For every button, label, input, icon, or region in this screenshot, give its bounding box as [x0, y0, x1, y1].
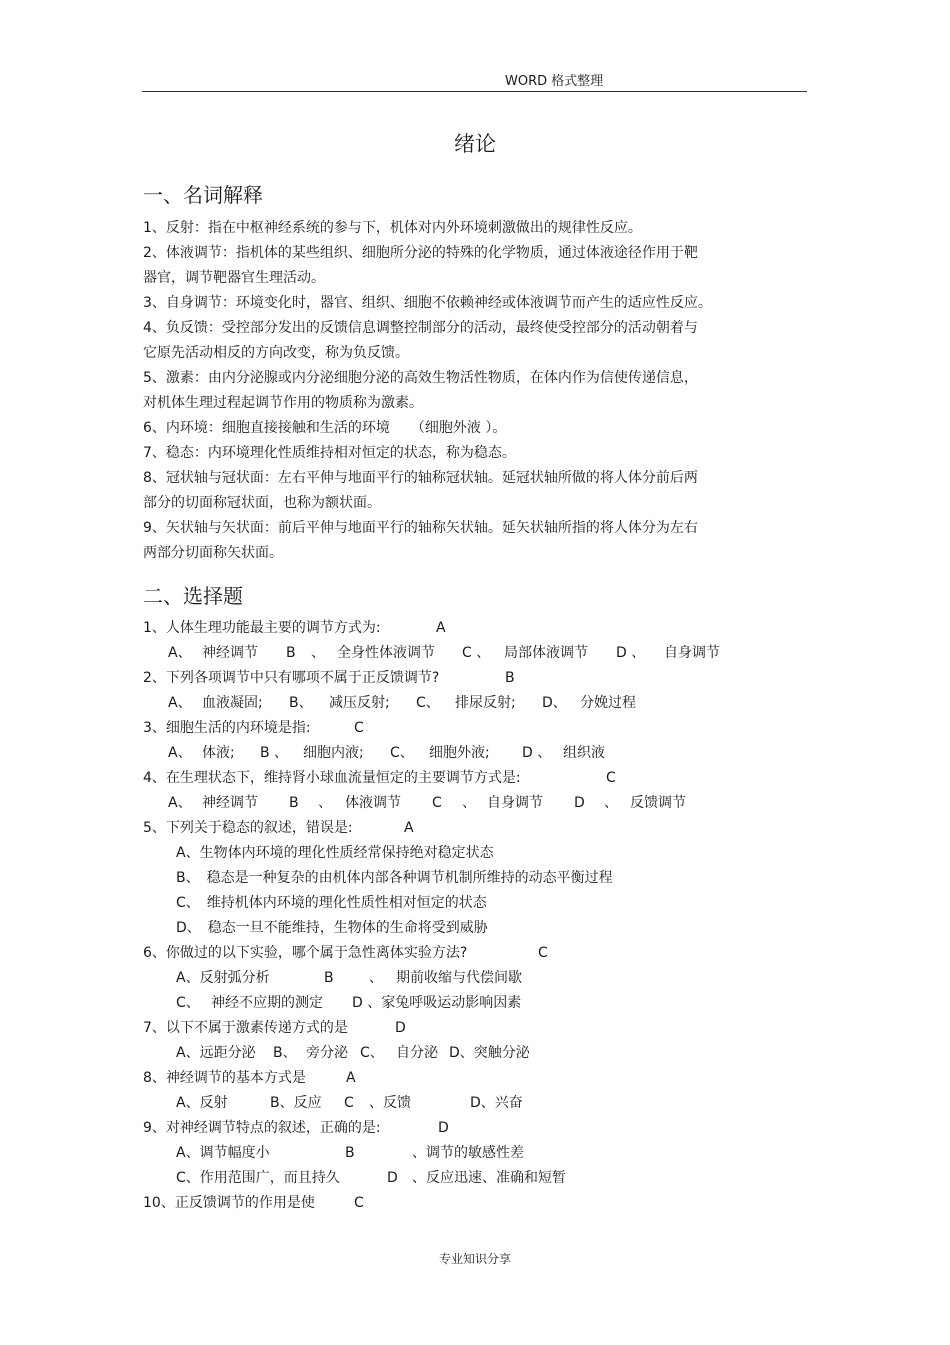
option-text: 细胞外液; — [429, 745, 490, 761]
option-letter: B 、 — [260, 745, 289, 761]
option-line: B、 稳态是一种复杂的由机体内部各种调节机制所维持的动态平衡过程 — [176, 870, 613, 886]
question-stem: 4、在生理状态下，维持肾小球血流量恒定的主要调节方式是: — [143, 770, 521, 786]
option-line: C、 维持机体内环境的理化性质性相对恒定的状态 — [176, 895, 487, 911]
question-answer: A — [404, 820, 414, 836]
option-letter: B — [324, 970, 334, 986]
header-divider — [142, 91, 807, 92]
question-stem: 8、神经调节的基本方式是 — [143, 1070, 306, 1086]
question-answer: C — [538, 945, 548, 961]
definition-line: 对机体生理过程起调节作用的物质称为激素。 — [143, 395, 423, 411]
question-options — [0, 1168, 950, 1188]
option-text: 神经调节 — [202, 645, 258, 661]
option-letter: B、 — [289, 695, 313, 711]
option-text: 期前收缩与代偿间歇 — [396, 970, 522, 986]
definition-line: 7、稳态：内环境理化性质维持相对恒定的状态，称为稳态。 — [143, 445, 516, 461]
question-stem: 2、下列各项调节中只有哪项不属于正反馈调节? — [143, 670, 440, 686]
option-separator: 、 — [369, 970, 383, 986]
option-text: 自身调节 — [487, 795, 543, 811]
question-answer: A — [346, 1070, 356, 1086]
page-title: 绪论 — [454, 132, 496, 156]
option-letter: B、 — [273, 1045, 297, 1061]
option-letter: D — [574, 795, 585, 811]
option-letter: C — [344, 1095, 354, 1111]
option-separator: 、 — [604, 795, 618, 811]
option-text: 分娩过程 — [580, 695, 636, 711]
question-options — [0, 993, 950, 1013]
option-letter: C、 — [360, 1045, 384, 1061]
option-line: A、生物体内环境的理化性质经常保持绝对稳定状态 — [176, 845, 494, 861]
option-text: 组织液 — [563, 745, 605, 761]
option-text: 细胞内液; — [303, 745, 364, 761]
question-answer: C — [606, 770, 616, 786]
question-stem: 3、细胞生活的内环境是指: — [143, 720, 311, 736]
page-footer: 专业知识分享 — [438, 1252, 511, 1266]
option-text: A、反射 — [176, 1095, 228, 1111]
option-separator: 、 — [462, 795, 476, 811]
question-answer: D — [438, 1120, 449, 1136]
question-answer: B — [505, 670, 515, 686]
option-text: 排尿反射; — [455, 695, 516, 711]
question-answer: A — [436, 620, 446, 636]
option-text: 自分泌 — [396, 1045, 438, 1061]
question-answer: C — [354, 1195, 364, 1211]
option-text: C、作用范围广，而且持久 — [176, 1170, 340, 1186]
option-text: 、反应迅速、准确和短暂 — [412, 1170, 566, 1186]
option-text: D 、家兔呼吸运动影响因素 — [352, 995, 522, 1011]
option-text: 神经调节 — [202, 795, 258, 811]
definition-line: 3、自身调节：环境变化时，器官、组织、细胞不依赖神经或体液调节而产生的适应性反应。 — [143, 295, 712, 311]
definition-line: 9、矢状轴与矢状面：前后平伸与地面平行的轴称矢状轴。延矢状轴所指的将人体分为左右 — [143, 520, 698, 536]
option-separator: 、 — [311, 645, 325, 661]
option-text: 自身调节 — [664, 645, 720, 661]
option-text: 、反馈 — [369, 1095, 411, 1111]
question-stem: 7、以下不属于激素传递方式的是 — [143, 1020, 348, 1036]
question-stem: 5、下列关于稳态的叙述，错误是: — [143, 820, 353, 836]
option-text: 神经不应期的测定 — [211, 995, 323, 1011]
option-letter: D 、 — [616, 645, 646, 661]
option-text: A、调节幅度小 — [176, 1145, 270, 1161]
definition-line: 器官，调节靶器官生理活动。 — [143, 270, 325, 286]
definition-line: 它原先活动相反的方向改变，称为负反馈。 — [143, 345, 409, 361]
definition-line: 4、负反馈：受控部分发出的反馈信息调整控制部分的活动，最终使受控部分的活动朝着与 — [143, 320, 698, 336]
option-letter: B — [289, 795, 299, 811]
option-text: A、反射弧分析 — [176, 970, 270, 986]
option-letter: C — [432, 795, 442, 811]
page-header: WORD 格式整理 — [505, 74, 604, 89]
option-letter: C、 — [390, 745, 414, 761]
option-letter: B — [286, 645, 296, 661]
question-answer: C — [354, 720, 364, 736]
option-text: 体液调节 — [345, 795, 401, 811]
option-letter: D 、 — [522, 745, 552, 761]
question-options — [0, 743, 950, 763]
question-stem: 6、你做过的以下实验，哪个属于急性离体实验方法? — [143, 945, 468, 961]
option-letter: C 、 — [462, 645, 491, 661]
question-options — [0, 793, 950, 813]
question-stem: 9、对神经调节特点的叙述，正确的是: — [143, 1120, 381, 1136]
question-answer: D — [395, 1020, 406, 1036]
option-line: D、 稳态一旦不能维持，生物体的生命将受到威胁 — [176, 920, 488, 936]
option-letter: C、 — [416, 695, 440, 711]
definition-line: 8、冠状轴与冠状面：左右平伸与地面平行的轴称冠状轴。延冠状轴所做的将人体分前后两 — [143, 470, 698, 486]
question-stem: 10、正反馈调节的作用是使 — [143, 1195, 315, 1211]
option-letter: D — [387, 1170, 398, 1186]
option-letter: A、 — [168, 745, 192, 761]
question-stem: 1、人体生理功能最主要的调节方式为: — [143, 620, 381, 636]
option-letter: D、 — [542, 695, 567, 711]
definition-line: 1、反射：指在中枢神经系统的参与下，机体对内外环境刺激做出的规律性反应。 — [143, 220, 642, 236]
option-text: B、反应 — [270, 1095, 322, 1111]
option-text: 旁分泌 — [306, 1045, 348, 1061]
question-options — [0, 1043, 950, 1063]
option-letter: B — [345, 1145, 355, 1161]
option-letter: A、 — [168, 795, 192, 811]
definition-line: 6、内环境：细胞直接接触和生活的环境 （细胞外液 ）。 — [143, 420, 507, 436]
section-heading-definitions: 一、名词解释 — [143, 183, 263, 207]
definition-line: 5、激素：由内分泌腺或内分泌细胞分泌的高效生物活性物质，在体内作为信使传递信息， — [143, 370, 698, 386]
option-text: 血液凝固; — [202, 695, 263, 711]
section-heading-choice: 二、选择题 — [143, 584, 243, 608]
option-letter: C、 — [176, 995, 200, 1011]
question-options — [0, 643, 950, 663]
question-options — [0, 693, 950, 713]
option-text: 、调节的敏感性差 — [412, 1145, 524, 1161]
question-options — [0, 1143, 950, 1163]
option-text: A、远距分泌 — [176, 1045, 256, 1061]
option-text: 全身性体液调节 — [337, 645, 435, 661]
option-text: D、突触分泌 — [449, 1045, 530, 1061]
question-options — [0, 1093, 950, 1113]
option-letter: A、 — [168, 645, 192, 661]
option-text: 体液; — [202, 745, 235, 761]
option-text: D、兴奋 — [470, 1095, 523, 1111]
option-separator: 、 — [318, 795, 332, 811]
option-text: 局部体液调节 — [504, 645, 588, 661]
definition-line: 两部分切面称矢状面。 — [143, 545, 283, 561]
option-text: 反馈调节 — [630, 795, 686, 811]
question-options — [0, 968, 950, 988]
option-letter: A、 — [168, 695, 192, 711]
definition-line: 2、体液调节：指机体的某些组织、细胞所分泌的特殊的化学物质，通过体液途径作用于靶 — [143, 245, 698, 261]
definition-line: 部分的切面称冠状面，也称为额状面。 — [143, 495, 381, 511]
option-text: 减压反射; — [329, 695, 390, 711]
